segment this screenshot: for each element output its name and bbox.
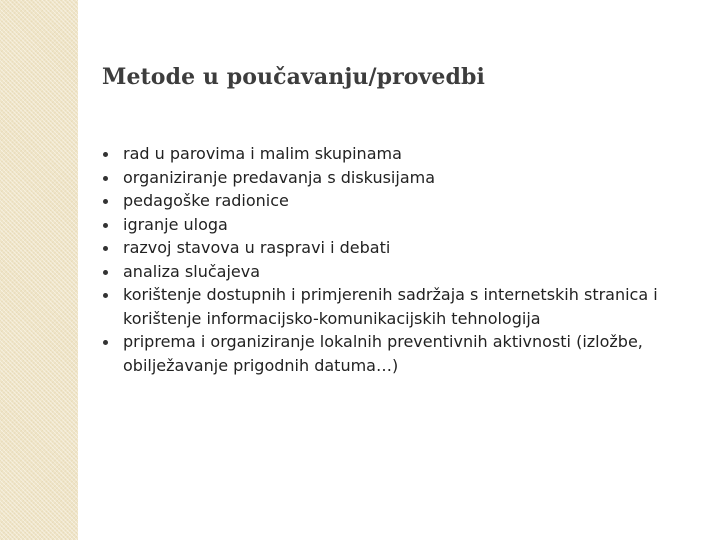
bullet-item: rad u parovima i malim skupinama [103,142,693,166]
bullet-item: pedagoške radionice [103,189,693,213]
bullet-item: korištenje dostupnih i primjerenih sadržaja s internetskih stranica i korištenje informacijsko-komunikacijskih tehnologija [103,283,693,330]
bullet-item: igranje uloga [103,213,693,237]
bullet-item: organiziranje predavanja s diskusijama [103,166,693,190]
slide-title: Metode u poučavanju/provedbi [102,64,485,90]
bullet-list [103,142,693,377]
bullet-item: razvoj stavova u raspravi i debati [103,236,693,260]
decorative-side-band [0,0,78,540]
bullet-item: priprema i organiziranje lokalnih preventivnih aktivnosti (izložbe, obilježavanje prigodnih datuma…) [103,330,693,377]
bullet-item: analiza slučajeva [103,260,693,284]
